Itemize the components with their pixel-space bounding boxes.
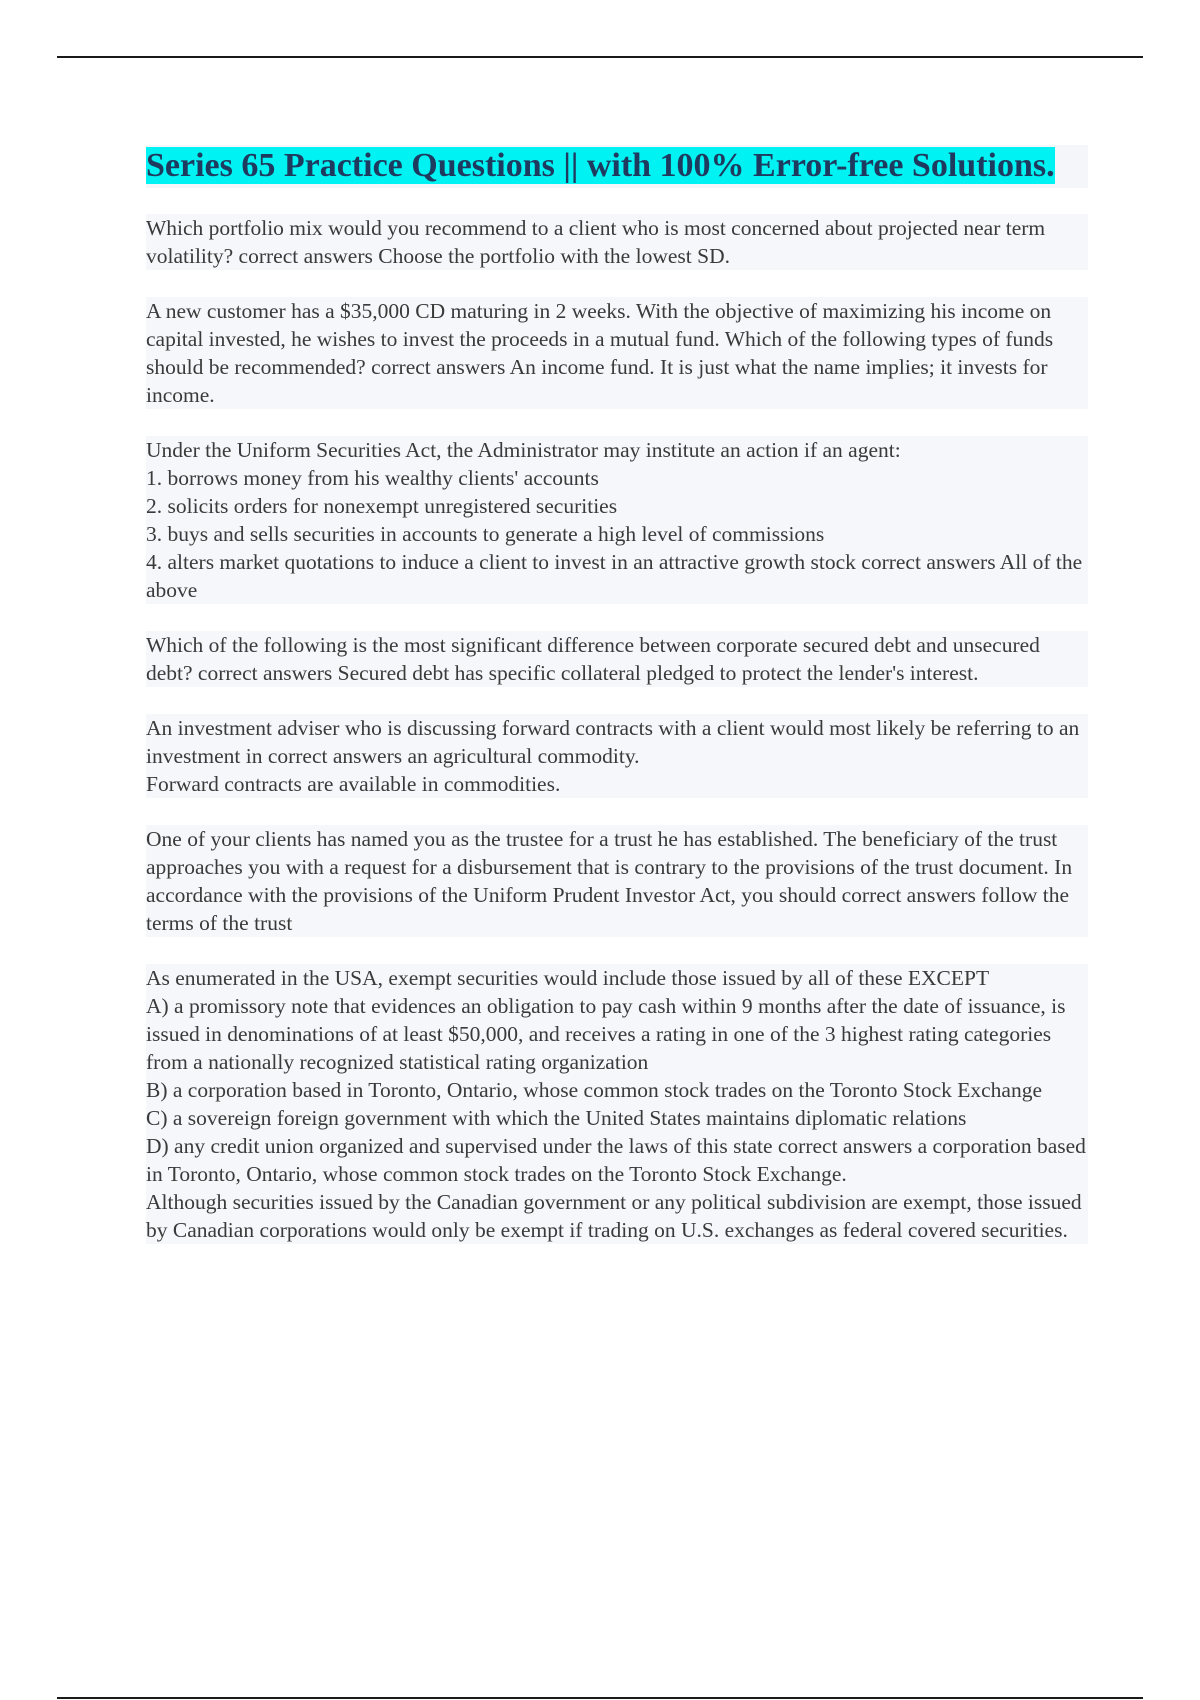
question-text-line: C) a sovereign foreign government with which the United States maintains diplomatic relations bbox=[146, 1106, 967, 1130]
question-text-line: One of your clients has named you as the trustee for a trust he has established. The beneficiary of the trust approaches you with a request for a disbursement that is contrary to the provisions of the trust document. In accordance with the provisions of the Uniform Prudent Investor Act, you should correct answers follow the terms of the trust bbox=[146, 827, 1073, 935]
question-text-line: 4. alters market quotations to induce a client to invest in an attractive growth stock correct answers All of the above bbox=[146, 550, 1083, 602]
question-text-line: 1. borrows money from his wealthy clients' accounts bbox=[146, 466, 599, 490]
question-text-line: Although securities issued by the Canadian government or any political subdivision are exempt, those issued by Canadian corporations would only be exempt if trading on U.S. exchanges as federal covered securities. bbox=[146, 1190, 1082, 1242]
document-body bbox=[146, 145, 1088, 1271]
question-block bbox=[146, 825, 1088, 937]
question-list bbox=[146, 214, 1088, 1244]
title-block bbox=[146, 145, 1088, 188]
question-text-line: Which of the following is the most significant difference between corporate secured debt and unsecured debt? correct answers Secured debt has specific collateral pledged to protect the lender's interest. bbox=[146, 633, 1040, 685]
header-rule bbox=[57, 56, 1143, 58]
document-title-text: Series 65 Practice Questions || with 100% Error-free Solutions. bbox=[146, 147, 1055, 184]
question-text-line: D) any credit union organized and supervised under the laws of this state correct answers a corporation based in Toronto, Ontario, whose common stock trades on the Toronto Stock Exchange. bbox=[146, 1134, 1086, 1186]
question-text-line: 2. solicits orders for nonexempt unregistered securities bbox=[146, 494, 618, 518]
question-block bbox=[146, 214, 1088, 270]
question-text-line: Which portfolio mix would you recommend to a client who is most concerned about projected near term volatility? correct answers Choose the portfolio with the lowest SD. bbox=[146, 216, 1046, 268]
question-text-line: A new customer has a $35,000 CD maturing in 2 weeks. With the objective of maximizing his income on capital invested, he wishes to invest the proceeds in a mutual fund. Which of the following types of funds should be recommended? correct answers An income fund. It is just what the name implies; it invests for income. bbox=[146, 299, 1054, 407]
question-text-line: 3. buys and sells securities in accounts to generate a high level of commissions bbox=[146, 522, 825, 546]
question-block bbox=[146, 631, 1088, 687]
question-block bbox=[146, 964, 1088, 1244]
document-title bbox=[146, 145, 1088, 187]
question-block bbox=[146, 714, 1088, 798]
question-text-line: As enumerated in the USA, exempt securities would include those issued by all of these EXCEPT bbox=[146, 966, 990, 990]
question-text-line: B) a corporation based in Toronto, Ontario, whose common stock trades on the Toronto Stock Exchange bbox=[146, 1078, 1043, 1102]
question-text-line: Forward contracts are available in commodities. bbox=[146, 772, 561, 796]
footer-rule bbox=[57, 1697, 1143, 1699]
question-text-line: A) a promissory note that evidences an obligation to pay cash within 9 months after the date of issuance, is issued in denominations of at least $50,000, and receives a rating in one of the 3 highest rating categories from a nationally recognized statistical rating organization bbox=[146, 994, 1066, 1074]
question-text-line: An investment adviser who is discussing forward contracts with a client would most likely be referring to an investment in correct answers an agricultural commodity. bbox=[146, 716, 1080, 768]
question-block bbox=[146, 297, 1088, 409]
question-text-line: Under the Uniform Securities Act, the Administrator may institute an action if an agent: bbox=[146, 438, 901, 462]
question-block bbox=[146, 436, 1088, 604]
